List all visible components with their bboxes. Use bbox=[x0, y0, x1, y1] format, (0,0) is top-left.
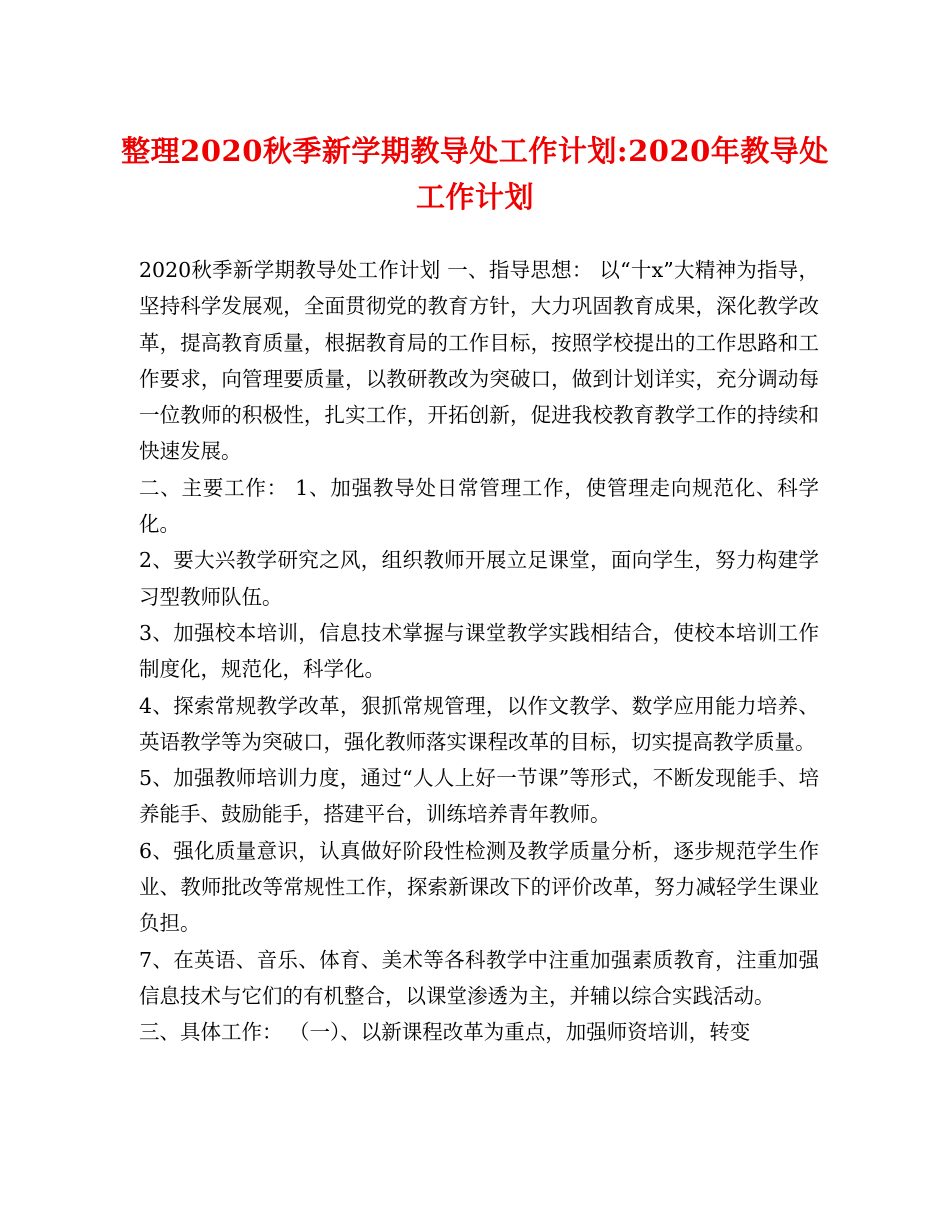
paragraph-main-work-2: 2、要大兴教学研究之风，组织教师开展立足课堂，面向学生，努力构建学习型教师队伍。 bbox=[139, 548, 819, 609]
paragraph-guiding-ideology: 2020秋季新学期教导处工作计划 一、指导思想： 以“十x”大精神为指导，坚持科学发展观，全面贯彻党的教育方针，大力巩固教育成果，深化教学改革，提高教育质量，根据教育局的工作目标，按照学校提出的工作思路和工作要求，向管理要质量，以教研教改为突破口，做到计划详实，充分调动每一位教师的积极性，扎实工作，开拓创新，促进我校教育教学工作的持续和快速发展。 bbox=[139, 258, 819, 464]
paragraph-main-work-6: 6、强化质量意识，认真做好阶段性检测及教学质量分析，逐步规范学生作业、教师批改等常规性工作，探索新课改下的评价改革，努力减轻学生课业负担。 bbox=[139, 838, 819, 936]
document-title: 整理2020秋季新学期教导处工作计划:2020年教导处工作计划 bbox=[121, 134, 829, 214]
paragraph-main-work-5: 5、加强教师培训力度，通过“人人上好一节课”等形式，不断发现能手、培养能手、鼓励能手，搭建平台，训练培养青年教师。 bbox=[139, 766, 819, 827]
paragraph-main-work-4: 4、探索常规教学改革，狠抓常规管理，以作文教学、数学应用能力培养、英语教学等为突破口，强化教师落实课程改革的目标，切实提高教学质量。 bbox=[139, 693, 819, 754]
paragraph-main-work-7: 7、在英语、音乐、体育、美术等各科教学中注重加强素质教育，注重加强信息技术与它们的有机整合，以课堂渗透为主，并辅以综合实践活动。 bbox=[139, 947, 819, 1008]
document-body bbox=[139, 252, 819, 1051]
paragraph-main-work-1: 二、主要工作： 1、加强教导处日常管理工作，使管理走向规范化、科学化。 bbox=[139, 475, 819, 537]
paragraph-main-work-3: 3、加强校本培训，信息技术掌握与课堂教学实践相结合，使校本培训工作制度化，规范化，科学化。 bbox=[139, 620, 819, 682]
paragraph-specific-work: 三、具体工作： （一）、以新课程改革为重点，加强师资培训，转变 bbox=[139, 1020, 751, 1045]
